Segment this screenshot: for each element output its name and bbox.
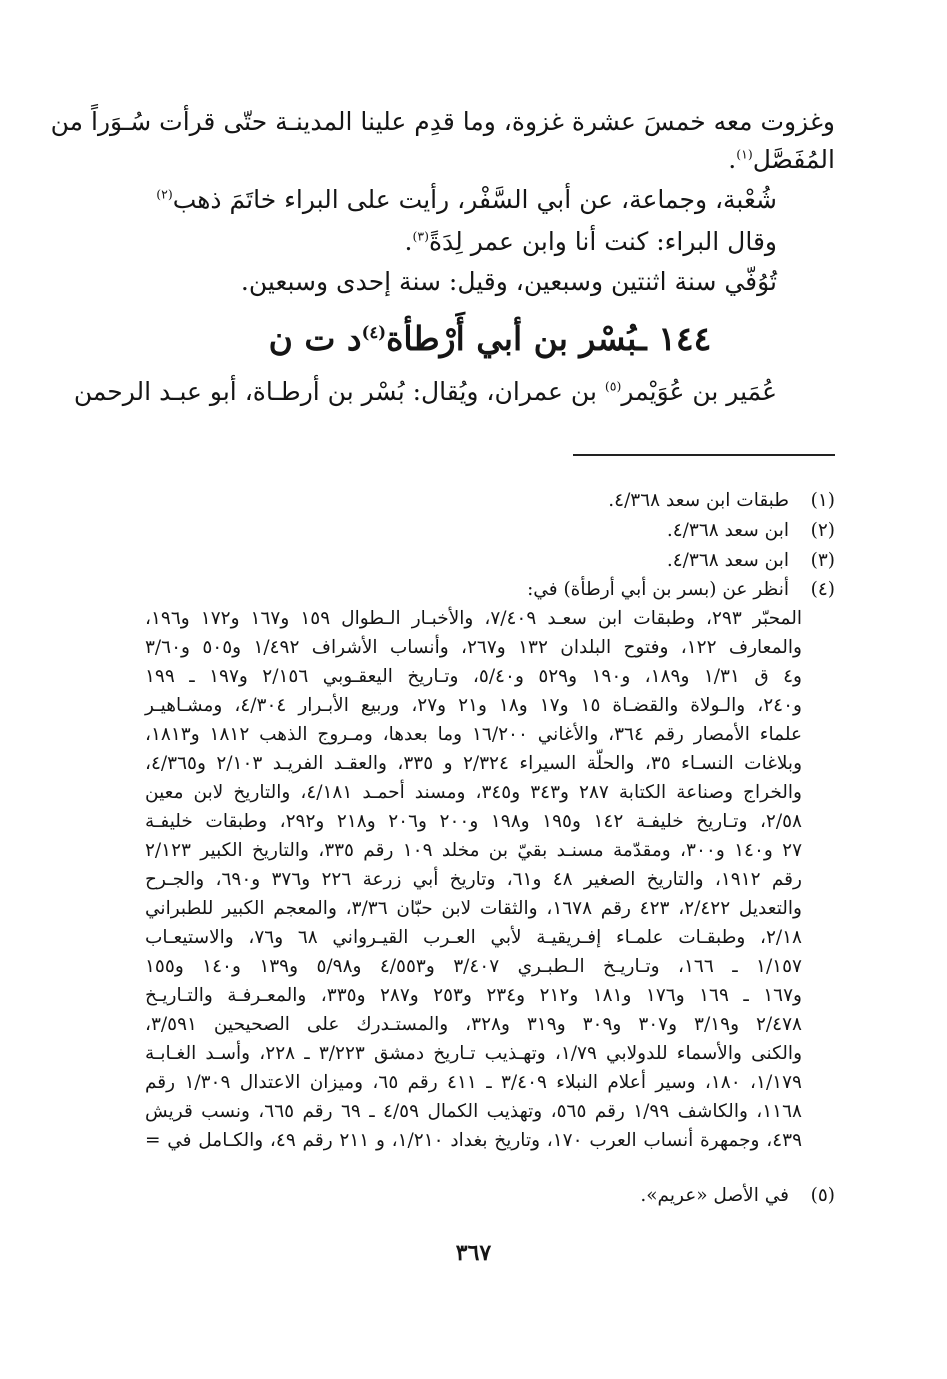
body-line-4-end: . [404, 227, 413, 256]
body-line-3-text: شُعْبة، وجماعة، عن أبي السَّفْر، رأيت على البراء خاتَمَ ذهب [172, 185, 777, 214]
footnote-ref-1[interactable]: (١) [736, 146, 753, 162]
footnote-ref-3[interactable]: (٣) [412, 228, 429, 244]
body-line-4 [145, 222, 777, 262]
body-line-1: وغزوت معه خمسَ عشرة غزوة، وما قدِم علينا المدينـة حتّى قرأت سُـوَراً من [50, 107, 835, 136]
footnote-4-line: ١/١٧٩، ١٨٠، وسير أعلام النبلاء ٣/٤٠٩ ـ ٤١١ رقم ٦٥، وميزان الاعتدال ١/٣٠٩ رقم [145, 1072, 802, 1093]
footnote-4-line: ٢٧ و١٤٠ و٣٠٠، ومقدّمة مسنـد بقيّ بن مخلد ١٠٩ رقم ٣٣٥، والتاريخ الكبير ٢/١٢٣ [145, 840, 803, 861]
footnote-5-number: (٥) [810, 1185, 835, 1206]
footnote-4-line: وبلاغات النسـاء ٣٥، والحلّة السيراء ٢/٣٢٤ و ٣٣٥، والعقـد الفريـد ٢/١٠٣ و٤/٣٦٥، [145, 753, 803, 774]
body-line-2-end: . [728, 145, 737, 174]
footnote-4-line: علماء الأمصار رقم ٣٦٤، والأغاني ١٦/٢٠٠ وما بعدها، ومـروج الذهب ١٨١٢ و١٨١٣، [145, 724, 802, 745]
footnote-4-line: والمعارف ١٢٢، وفتوح البلدان ١٣٢ و٢٦٧، وأنساب الأشراف ١/٤٩٢ و٥٠٥ و٣/٦٠ [145, 637, 802, 658]
footnote-4-line: ٤٣٩، وجمهرة أنساب العرب ١٧٠، وتاريخ بغداد ١/٢١٠، و ٢١١ رقم ٤٩، والكـامل في = [145, 1130, 803, 1151]
body-line-2-text: المُفَصَّل [752, 145, 835, 174]
footnote-4 [145, 576, 835, 604]
footnote-3-number: (٣) [810, 550, 835, 571]
footnote-2 [145, 517, 835, 545]
footnote-4-line: ١/١٥٧ ـ ١٦٦، وتـاريـخ الـطبـري ٣/٤٠٧ و٤/٥٥٣ و٥/٩٨ و١٣٩ و١٤٠ و١٥٥ [145, 956, 802, 977]
footnote-3 [145, 547, 835, 575]
footnote-5 [145, 1182, 835, 1210]
entry-number: ١٤٤ [658, 319, 712, 358]
body-line-6 [73, 372, 777, 412]
body-line-5: تُوُفّي سنة اثنتين وسبعين، وقيل: سنة إحدى وسبعين. [240, 267, 777, 296]
footnote-4-text: أنظر عن (بسر بن أبي أرطأة) في: [527, 579, 789, 600]
footnote-ref-5[interactable]: (٥) [604, 378, 622, 394]
footnote-2-text: ابن سعد ٤/٣٦٨. [666, 520, 789, 541]
footnote-1 [145, 487, 835, 515]
footnote-2-number: (٢) [810, 520, 835, 541]
footnote-4-line: و١٦٧ ـ ١٦٩ و١٧٦ و١٨١ و٢١٢ و٢٣٤ و٢٥٣ و٢٨٧ و٣٣٥، والمعـرفـة والتـاريـخ [145, 985, 802, 1006]
footnote-4-line: والخراج وصناعة الكتابة ٢٨٧ و٣٤٣ و٣٤٥، ومسند أحمـد ٤/١٨١، والتاريخ لابن معين [145, 782, 802, 803]
footnote-5-text: في الأصل «عريم». [640, 1185, 789, 1206]
body-line-6-a: عُمَير بن عُوَيْمر [621, 377, 777, 406]
entry-codes: د ت ن [268, 319, 362, 358]
footnote-4-line: ٢/٥٨، وتـاريخ خليفـة ١٤٢ و١٩٥ و١٩٨ و٢٠٠ و٢٠٦ و٢١٨ و٢٩٢، وطبقات خليفـة [145, 811, 802, 832]
footnote-ref-4[interactable]: (٤) [361, 323, 387, 342]
entry-name: بُسْر بن أبي أَرْطأة [386, 319, 638, 358]
page-number: ٣٦٧ [455, 1240, 492, 1266]
footnote-4-number: (٤) [810, 579, 835, 600]
footnote-1-text: طبقات ابن سعد ٤/٣٦٨. [608, 490, 789, 511]
footnote-separator [573, 454, 835, 456]
body-line-6-b: بن عمران، ويُقال: بُسْر بن أرطـاة، أبو عبـد الرحمن [73, 377, 605, 406]
footnote-4-line: والكنى والأسماء للدولابي ١/٧٩، وتهـذيب تـاريخ دمشق ٣/٢٢٣ ـ ٢٢٨، وأسـد الغـابـة [145, 1043, 803, 1064]
footnote-3-text: ابن سعد ٤/٣٦٨. [666, 550, 789, 571]
footnote-4-line: ٢/١٨، وطبقـات علمـاء إفـريقيـة لأبي العـرب القيـرواني ٦٨ و٧٦، والاستيعـاب [145, 927, 802, 948]
entry-heading [145, 314, 835, 364]
body-line-2 [145, 140, 835, 180]
footnote-4-line: رقم ١٩١٢، والتاريخ الصغير ٤٨ و٦١، وتاريخ أبي زرعة ٢٢٦ و٣٧٦ و٦٩٠، والجـرح [145, 869, 802, 890]
footnote-4-line: ٢/٤٧٨ و٣/١٩ و٣٠٧ و٣٠٩ و٣١٩ و٣٢٨، والمستـدرك على الصحيحين ٣/٥٩١، [145, 1014, 802, 1035]
body-line-4-text: وقال البراء: كنت أنا وابن عمر لِدَةً [428, 227, 777, 256]
body-line-3 [145, 180, 777, 220]
footnote-4-line: و٤ ق ١/٣١ و١٨٩، و١٩٠ و٥٢٩ و٥/٤٠، وتـاريخ اليعقـوبي ٢/١٥٦ و١٩٧ ـ ١٩٩ [145, 666, 802, 687]
footnote-4-line: والتعديل ٢/٤٢٢، ٤٢٣ رقم ١٦٧٨، والثقات لابن حبّان ٣/٣٦، والمعجم الكبير للطبراني [145, 898, 802, 919]
footnote-4-line: ١١٦٨، والكاشف ١/٩٩ رقم ٥٦٥، وتهذيب الكمال ٤/٥٩ ـ ٦٩ رقم ٦٦٥، ونسب قريش [145, 1101, 802, 1122]
entry-dash: ـ [637, 319, 647, 358]
footnote-ref-2[interactable]: (٢) [156, 186, 173, 202]
footnote-4-line: و٢٤٠، والـولاة والقضـاة ١٥ و١٧ و١٨ و٢١ و٢٧، وربيع الأبـرار ٤/٣٠٤، ومشـاهيـر [145, 695, 802, 716]
footnote-1-number: (١) [810, 490, 835, 511]
footnote-4-line: المحبّر ٢٩٣، وطبقات ابن سعـد ٧/٤٠٩، والأخبـار الـطوال ١٥٩ و١٦٧ و١٧٢ و١٩٦، [145, 608, 802, 629]
